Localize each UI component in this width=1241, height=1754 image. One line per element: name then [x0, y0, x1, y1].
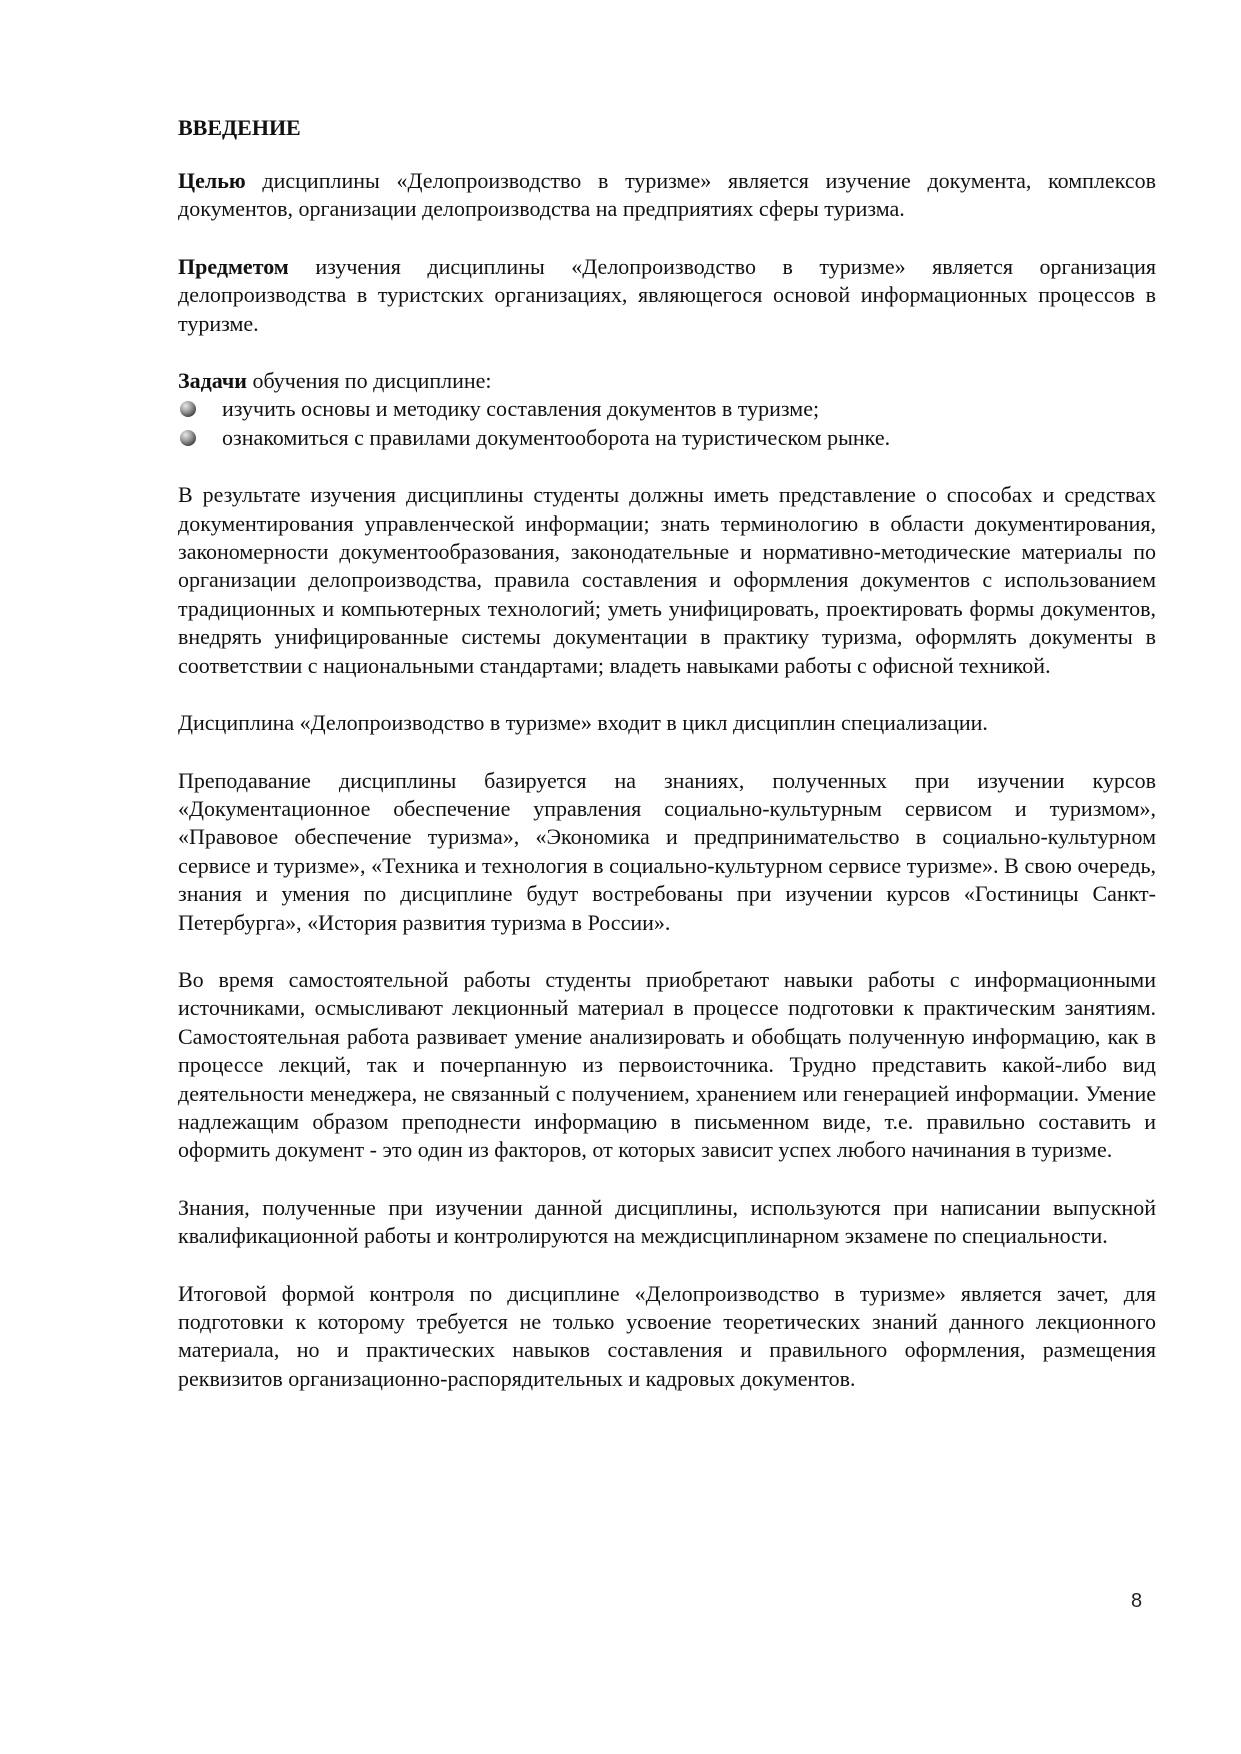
goal-paragraph	[178, 167, 1156, 224]
list-item-text: изучить основы и методику составления документов в туризме;	[222, 396, 820, 422]
subject-label: Предметом	[178, 253, 289, 279]
final-control-paragraph: Итоговой формой контроля по дисциплине «Делопроизводство в туризме» является зачет, для подготовки к которому требуется не только усвоение теоретических знаний данного лекционного материала, но и практических навыков составления и правильного оформления, размещения реквизитов организационно-распорядительных и кадровых документов.	[178, 1280, 1156, 1391]
cycle-paragraph: Дисциплина «Делопроизводство в туризме» входит в цикл дисциплин специализации.	[178, 710, 988, 736]
list-item-text: ознакомиться с правилами документооборота на туристическом рынке.	[222, 424, 891, 450]
sphere-bullet-icon	[180, 401, 196, 417]
section-heading: ВВЕДЕНИЕ	[178, 115, 301, 140]
tasks-list	[178, 395, 1156, 452]
tasks-label: Задачи	[178, 368, 247, 394]
tasks-text: обучения по дисциплине:	[246, 368, 492, 394]
self-study-paragraph: Во время самостоятельной работы студенты приобретают навыки работы с информационными источниками, осмысливают лекционный материал в процессе подготовки к практическим занятиям. Самостоятельная работа развивает умение анализировать и обобщать полученную информацию, как в процессе лекций, так и почерпанную из первоисточника. Трудно представить какой-либо вид деятельности менеджера, не связанный с получением, хранением или генерацией информации. Умение надлежащим образом преподнести информацию в письменном виде, т.е. правильно составить и оформить документ - это один из факторов, от которых зависит успех любого начинания в туризме.	[178, 966, 1156, 1163]
subject-text: изучения дисциплины «Делопроизводство в туризме» является организация делопроизводства в туристских организациях, являющегося основой информационных процессов в туризме.	[178, 253, 1156, 336]
results-paragraph: В результате изучения дисциплины студенты должны иметь представление о способах и средствах документирования управленческой информации; знать терминологию в области документирования, закономерности документообразования, законодательные и нормативно-методические материалы по организации делопроизводства, правила составления и оформления документов с использованием традиционных и компьютерных технологий; уметь унифицировать, проектировать формы документов, внедрять унифицированные системы документации в практику туризма, оформлять документы в соответствии с национальными стандартами; владеть навыками работы с офисной техникой.	[178, 482, 1156, 678]
prerequisites-paragraph: Преподавание дисциплины базируется на знаниях, полученных при изучении курсов «Документационное обеспечение управления социально-культурным сервисом и туризмом», «Правовое обеспечение туризма», «Экономика и предпринимательство в социально-культурном сервисе и туризме», «Техника и технология в социально-культурном сервисе туризме». В свою очередь, знания и умения по дисциплине будут востребованы при изучении курсов «Гостиницы Санкт-Петербурга», «История развития туризма в России».	[178, 767, 1156, 935]
goal-label: Целью	[178, 168, 246, 193]
page-number: 8	[1131, 1590, 1143, 1612]
subject-paragraph	[178, 253, 1156, 338]
document-page	[178, 113, 1156, 1422]
goal-text: дисциплины «Делопроизводство в туризме» является изучение документа, комплексов документов, организации делопроизводства на предприятиях сферы туризма.	[178, 168, 1156, 222]
sphere-bullet-icon	[180, 430, 196, 446]
list-item	[178, 395, 1156, 423]
tasks-intro	[178, 367, 1156, 395]
list-item	[178, 424, 1156, 452]
knowledge-usage-paragraph: Знания, полученные при изучении данной дисциплины, используются при написании выпускной квалификационной работы и контролируются на междисциплинарном экзамене по специальности.	[178, 1194, 1156, 1249]
